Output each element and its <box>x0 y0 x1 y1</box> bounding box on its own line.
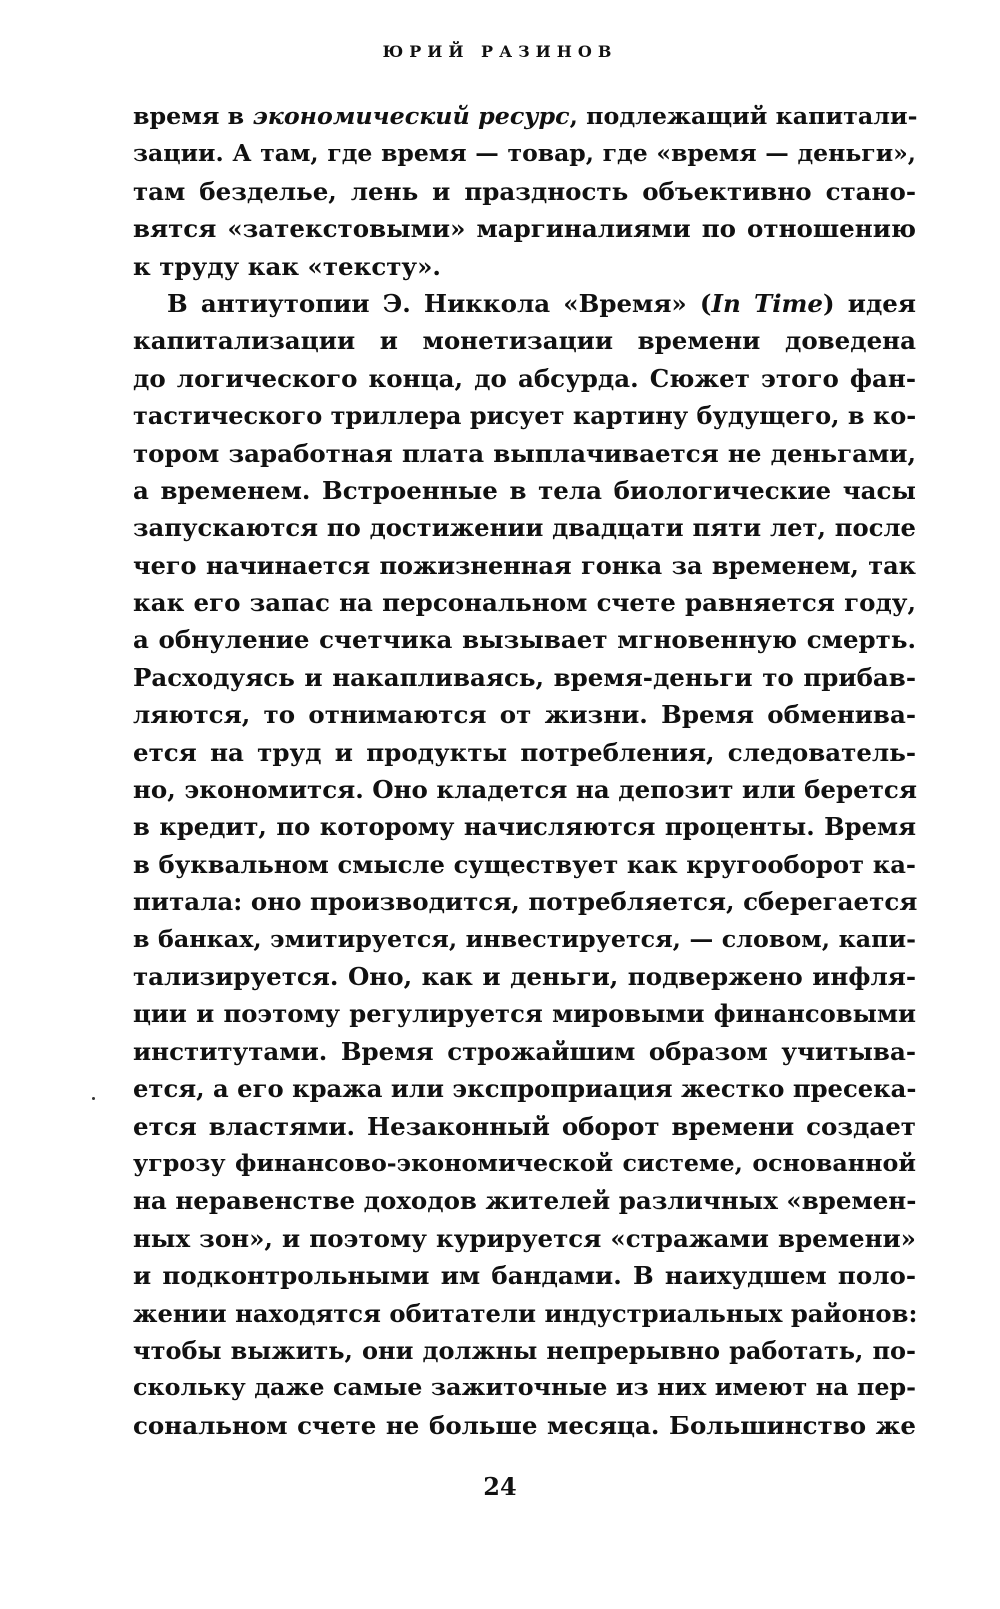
text-line <box>133 584 916 621</box>
text-segment: сональном счете не больше месяца. Большинство же <box>133 1410 916 1440</box>
text-line <box>133 621 916 658</box>
text-line <box>133 1033 916 1070</box>
text-segment: скольку даже самые зажиточные из них имеют на пер- <box>133 1373 916 1402</box>
text-line <box>133 248 916 285</box>
text-line <box>133 360 916 397</box>
text-segment: ется властями. Незаконный оборот времени создает <box>133 1111 916 1141</box>
text-segment: там безделье, лень и праздность объективно стано- <box>133 176 916 206</box>
text-segment: время в <box>133 102 253 130</box>
text-segment: в буквальном смысле существует как кругооборот ка- <box>133 849 916 879</box>
text-line <box>133 1145 916 1182</box>
text-line <box>133 285 916 322</box>
text-line <box>133 921 916 958</box>
text-segment: институтами. Время строжайшим образом учитыва- <box>133 1036 916 1066</box>
text-segment: до логического конца, до абсурда. Сюжет этого фан- <box>133 363 916 393</box>
body-text <box>133 98 916 1444</box>
text-segment: в кредит, по которому начисляются проценты. Время <box>133 812 916 842</box>
page-number: 24 <box>483 1472 517 1501</box>
text-segment: зации. А там, где время — товар, где «время — деньги», <box>133 139 916 168</box>
text-segment: чего начинается пожизненная гонка за временем, так <box>133 550 916 580</box>
text-segment: но, экономится. Оно кладется на депозит или берется <box>133 775 917 805</box>
text-segment: тором заработная плата выплачивается не деньгами, <box>133 438 916 468</box>
text-segment: ных зон», и поэтому курируется «стражами времени» <box>133 1223 916 1253</box>
text-line <box>133 1220 916 1257</box>
text-line <box>133 808 916 845</box>
text-segment: а обнуление счетчика вызывает мгновенную смерть. <box>133 625 916 655</box>
text-line <box>133 135 916 172</box>
text-line <box>133 1257 916 1294</box>
text-line <box>133 1182 916 1219</box>
text-segment: капитализации и монетизации времени доведена <box>133 326 916 356</box>
text-segment: как его запас на персональном счете равняется году, <box>133 588 916 618</box>
text-line <box>133 696 916 733</box>
text-line <box>133 1108 916 1145</box>
text-segment: ется на труд и продукты потребления, следователь- <box>133 737 916 767</box>
text-line <box>133 1295 916 1332</box>
text-segment: жении находятся обитатели индустриальных районов: <box>133 1298 918 1328</box>
text-segment: ляются, то отнимаются от жизни. Время обменива- <box>133 700 916 730</box>
text-line <box>133 883 916 920</box>
text-segment: В антиутопии Э. Никкола «Время» ( <box>167 288 712 318</box>
text-segment: вятся «затекстовыми» маргиналиями по отношению <box>133 214 916 244</box>
text-line <box>133 771 916 808</box>
text-line <box>133 547 916 584</box>
text-segment: , подлежащий капитали- <box>569 102 918 130</box>
text-line <box>133 995 916 1032</box>
text-segment: и подконтрольными им бандами. В наихудшем поло- <box>133 1261 916 1291</box>
text-segment: угрозу финансово-экономической системе, основанной <box>133 1148 916 1177</box>
text-segment: чтобы выжить, они должны непрерывно работать, по- <box>133 1335 916 1365</box>
text-segment: в банках, эмитируется, инвестируется, — словом, капи- <box>133 924 916 953</box>
text-line <box>133 509 916 546</box>
text-line <box>133 435 916 472</box>
text-line <box>133 846 916 883</box>
text-segment: на неравенстве доходов жителей различных «времен- <box>133 1186 917 1216</box>
text-line <box>133 472 916 509</box>
text-line <box>133 1332 916 1369</box>
text-line <box>133 1369 916 1406</box>
text-segment: запускаются по достижении двадцати пяти лет, после <box>133 513 916 543</box>
text-segment: ции и поэтому регулируется мировыми финансовыми <box>133 999 916 1029</box>
italic-phrase: In Time <box>711 288 824 318</box>
running-head-author: ЮРИЙ РАЗИНОВ <box>382 42 618 61</box>
text-line <box>133 1407 916 1444</box>
scan-speck <box>92 1097 95 1100</box>
text-line <box>133 397 916 434</box>
text-segment: ется, а его кража или экспроприация жестко пресека- <box>133 1074 917 1104</box>
text-segment: ) идея <box>823 288 916 318</box>
text-segment: Расходуясь и накапливаясь, время-деньги то прибав- <box>133 662 916 692</box>
text-segment: к труду как «тексту». <box>133 251 441 281</box>
text-line <box>133 958 916 995</box>
italic-phrase: экономический ресурс <box>252 102 570 130</box>
text-segment: а временем. Встроенные в тела биологические часы <box>133 475 916 505</box>
text-line <box>133 659 916 696</box>
text-segment: тастического триллера рисует картину будущего, в ко- <box>133 401 917 431</box>
text-line <box>133 322 916 359</box>
text-line <box>133 1070 916 1107</box>
text-segment: тализируется. Оно, как и деньги, подвержено инфля- <box>133 961 916 991</box>
text-line <box>133 210 916 247</box>
text-line <box>133 98 916 135</box>
text-line <box>133 734 916 771</box>
text-segment: питала: оно производится, потребляется, сберегается <box>133 887 918 917</box>
text-line <box>133 173 916 210</box>
